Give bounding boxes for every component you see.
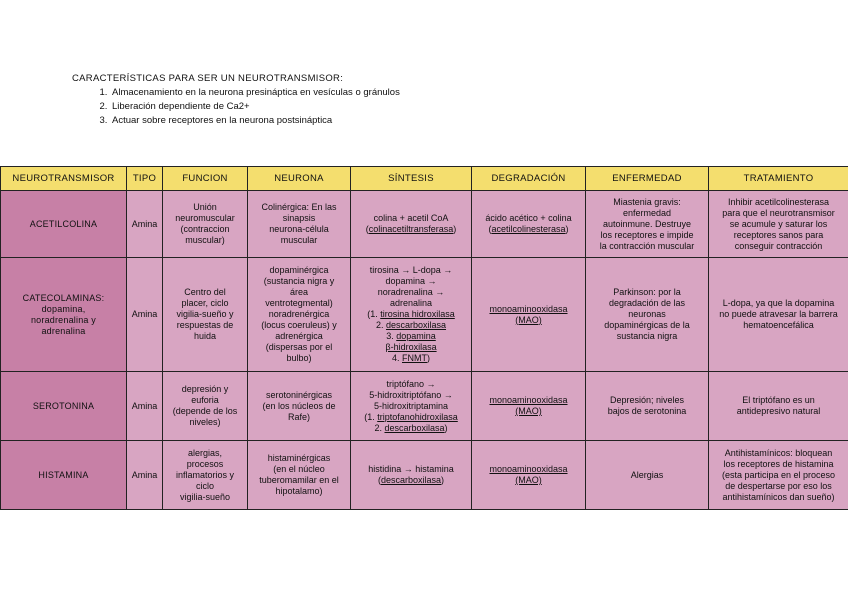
cell-line: (sustancia nigra y bbox=[263, 276, 335, 286]
neurotransmitter-cell bbox=[1, 372, 127, 441]
tipo-cell: Amina bbox=[127, 191, 163, 258]
neurotransmitter-cell bbox=[1, 441, 127, 510]
table-header-row bbox=[1, 167, 848, 191]
requirements-title: CARACTERÍSTICAS PARA SER UN NEUROTRANSMISOR: bbox=[72, 73, 344, 84]
cell-line: dopaminérgicas de la bbox=[604, 320, 690, 330]
enzyme-name: β-hidroxilasa bbox=[385, 342, 437, 352]
cell-line: bajos de serotonina bbox=[607, 406, 687, 416]
neurotransmitter-cell bbox=[1, 258, 127, 372]
cell-line: respuestas de bbox=[176, 320, 234, 330]
tipo-cell: Amina bbox=[127, 441, 163, 510]
cell-line: para que el neurotransmisor bbox=[722, 207, 835, 218]
enzyme-name: triptofanohidroxilasa bbox=[377, 411, 458, 422]
cell-line: Rafe) bbox=[287, 411, 310, 422]
cell-line: hematoencefálica bbox=[743, 320, 814, 330]
enzyme-line: (1. tirosina hidroxilasa bbox=[367, 309, 455, 319]
enzyme-name: descarboxilasa bbox=[380, 475, 442, 485]
cell-line: no puede atravesar la barrera bbox=[719, 309, 838, 319]
table-row bbox=[1, 258, 848, 372]
cell-line: placer, ciclo bbox=[181, 298, 229, 308]
enzyme-name: dopamina bbox=[396, 331, 436, 341]
cell-line: tirosina → L-dopa → bbox=[369, 265, 453, 275]
neurotransmitter-cell bbox=[1, 191, 127, 258]
enzyme-name: colinacetiltransferasa bbox=[368, 224, 454, 234]
cell-line: (locus coeruleus) y bbox=[261, 320, 337, 330]
cell-line: antihistamínicos dan sueño) bbox=[722, 491, 835, 502]
requirement-item: 2. Liberación dependiente de Ca2+ bbox=[110, 100, 400, 114]
tipo-cell: Amina bbox=[127, 372, 163, 441]
neurona-cell bbox=[248, 372, 351, 441]
enzyme-line: 2. descarboxilasa bbox=[375, 320, 447, 330]
cell-line: antidepresivo natural bbox=[736, 406, 821, 416]
column-header: ENFERMEDAD bbox=[586, 167, 709, 191]
table-row bbox=[1, 372, 848, 441]
cell-line: 5-hidroxitriptamina bbox=[373, 400, 449, 411]
cell-line: Inhibir acetilcolinesterasa bbox=[727, 196, 830, 207]
cell-line: Antihistamínicos: bloquean bbox=[724, 447, 833, 458]
cell-line: depresión y bbox=[181, 384, 229, 394]
cell-line: enfermedad bbox=[622, 207, 672, 218]
enzyme-line: (1. triptofanohidroxilasa bbox=[364, 411, 458, 422]
cell-line: Alergias bbox=[630, 469, 664, 480]
enzyme-line: 4. FNMT) bbox=[391, 353, 430, 363]
enfermedad-cell bbox=[586, 258, 709, 372]
degradacion-cell bbox=[472, 441, 586, 510]
requirements-list bbox=[72, 86, 400, 128]
cell-line: El triptófano es un bbox=[742, 395, 815, 405]
enzyme-name: descarboxilasa bbox=[384, 422, 445, 433]
cell-line: neuromuscular bbox=[175, 213, 235, 223]
enzyme-line: 3. dopamina bbox=[386, 331, 436, 341]
cell-line: L-dopa, ya que la dopamina bbox=[722, 298, 835, 308]
cell-line: neurona-célula bbox=[269, 224, 329, 234]
enzyme-name: monoaminooxidasa bbox=[489, 395, 568, 405]
neurona-cell bbox=[248, 258, 351, 372]
column-header: SÍNTESIS bbox=[351, 167, 472, 191]
cell-line: los receptores de histamina bbox=[723, 458, 834, 469]
cell-line: (contraccion bbox=[180, 224, 230, 234]
cell-line: neuronas bbox=[628, 309, 666, 319]
enzyme-name: monoaminooxidasa bbox=[489, 464, 568, 474]
cell-line: ACETILCOLINA bbox=[29, 218, 98, 229]
enzyme-line: 2. descarboxilasa) bbox=[374, 422, 448, 433]
cell-line: bulbo) bbox=[286, 353, 312, 363]
cell-line: vigilia-sueño bbox=[179, 491, 231, 502]
requirement-item: 1. Almacenamiento en la neurona presináptica en vesículas o gránulos bbox=[110, 86, 400, 100]
tratamiento-cell bbox=[709, 258, 848, 372]
cell-line: 5-hidroxitriptófano → bbox=[369, 389, 453, 400]
cell-line: adrenalina bbox=[389, 298, 433, 308]
neurotransmitter-table bbox=[0, 166, 848, 510]
cell-line: procesos bbox=[186, 458, 224, 469]
sintesis-cell bbox=[351, 372, 472, 441]
tratamiento-cell bbox=[709, 441, 848, 510]
cell-line: (esta participa en el proceso bbox=[721, 469, 836, 480]
cell-line: tuberomamilar en el bbox=[259, 475, 339, 485]
cell-line: receptores sanos para bbox=[733, 229, 824, 240]
table-row bbox=[1, 191, 848, 258]
enfermedad-cell bbox=[586, 372, 709, 441]
neurona-cell bbox=[248, 441, 351, 510]
cell-line: huida bbox=[193, 331, 217, 341]
enzyme-name: monoaminooxidasa bbox=[489, 303, 568, 314]
cell-line: noradrenalina y bbox=[30, 314, 97, 325]
cell-line: histidina → histamina bbox=[368, 464, 454, 474]
cell-line: SEROTONINA bbox=[32, 400, 95, 411]
tipo-cell: Amina bbox=[127, 258, 163, 372]
cell-line: (en el núcleo bbox=[273, 464, 325, 474]
cell-line: sustancia nigra bbox=[616, 331, 678, 341]
table-row bbox=[1, 441, 848, 510]
cell-line: triptófano → bbox=[386, 378, 436, 389]
enzyme-name: (MAO) bbox=[515, 314, 542, 325]
enzyme-line: (acetilcolinesterasa) bbox=[488, 224, 569, 234]
cell-line: los receptores e impide bbox=[600, 229, 694, 240]
sintesis-cell bbox=[351, 191, 472, 258]
cell-line: ciclo bbox=[195, 480, 214, 491]
cell-line: Depresión; niveles bbox=[609, 395, 685, 405]
cell-line: hipotalamo) bbox=[275, 486, 323, 496]
column-header: FUNCION bbox=[163, 167, 248, 191]
enzyme-name: FNMT bbox=[402, 353, 427, 363]
cell-line: dopamina → bbox=[385, 276, 437, 286]
cell-line: Parkinson: por la bbox=[613, 287, 681, 297]
cell-line: histaminérgicas bbox=[267, 453, 331, 463]
degradacion-cell bbox=[472, 258, 586, 372]
enfermedad-cell bbox=[586, 441, 709, 510]
cell-line: Colinérgica: En las bbox=[261, 202, 337, 212]
cell-line: dopamina, bbox=[41, 303, 86, 314]
enzyme-name: (MAO) bbox=[515, 406, 542, 416]
enzyme-line: (colinacetiltransferasa) bbox=[365, 224, 457, 234]
cell-line: la contracción muscular bbox=[599, 240, 695, 251]
cell-line: alergias, bbox=[187, 447, 223, 458]
cell-line: dopaminérgica bbox=[269, 265, 329, 275]
cell-line: área bbox=[289, 287, 308, 297]
cell-line: Centro del bbox=[184, 287, 226, 297]
cell-line: CATECOLAMINAS: bbox=[22, 292, 105, 303]
cell-line: degradación de las bbox=[608, 298, 686, 308]
funcion-cell bbox=[163, 441, 248, 510]
cell-line: HISTAMINA bbox=[38, 469, 89, 480]
cell-line: inflamatorios y bbox=[175, 469, 235, 480]
tratamiento-cell bbox=[709, 191, 848, 258]
column-header: TRATAMIENTO bbox=[709, 167, 848, 191]
cell-line: noradrenérgica bbox=[268, 309, 330, 319]
column-header: NEURONA bbox=[248, 167, 351, 191]
cell-line: niveles) bbox=[189, 417, 221, 427]
enzyme-name: acetilcolinesterasa bbox=[491, 224, 566, 234]
enzyme-name: descarboxilasa bbox=[385, 320, 447, 330]
degradacion-cell bbox=[472, 372, 586, 441]
cell-line: autoinmune. Destruye bbox=[602, 218, 692, 229]
cell-line: conseguir contracción bbox=[734, 240, 823, 251]
enzyme-name: (MAO) bbox=[515, 475, 542, 485]
degradacion-cell bbox=[472, 191, 586, 258]
funcion-cell bbox=[163, 372, 248, 441]
sintesis-cell bbox=[351, 441, 472, 510]
cell-line: adrenérgica bbox=[275, 331, 323, 341]
funcion-cell bbox=[163, 258, 248, 372]
requirement-item: 3. Actuar sobre receptores en la neurona postsináptica bbox=[110, 114, 400, 128]
requirements-header bbox=[72, 72, 400, 128]
cell-line: serotoninérgicas bbox=[265, 389, 333, 400]
cell-line: ácido acético + colina bbox=[485, 213, 572, 223]
column-header: TIPO bbox=[127, 167, 163, 191]
cell-line: sinapsis bbox=[282, 213, 316, 223]
cell-line: Unión bbox=[193, 202, 217, 212]
cell-line: noradrenalina → bbox=[377, 287, 445, 297]
enzyme-name: tirosina hidroxilasa bbox=[380, 309, 455, 319]
sintesis-cell bbox=[351, 258, 472, 372]
cell-line: ventrotegmental) bbox=[265, 298, 333, 308]
cell-line: colina + acetil CoA bbox=[373, 213, 449, 223]
funcion-cell bbox=[163, 191, 248, 258]
cell-line: vigilia-sueño y bbox=[176, 309, 234, 319]
cell-line: (en los núcleos de bbox=[262, 400, 336, 411]
column-header: DEGRADACIÓN bbox=[472, 167, 586, 191]
cell-line: muscular bbox=[280, 235, 318, 245]
enzyme-line: (descarboxilasa) bbox=[377, 475, 445, 485]
cell-line: adrenalina bbox=[41, 325, 86, 336]
cell-line: (depende de los bbox=[172, 406, 238, 416]
cell-line: se acumule y saturar los bbox=[729, 218, 828, 229]
cell-line: (dispersas por el bbox=[265, 342, 333, 352]
enfermedad-cell bbox=[586, 191, 709, 258]
cell-line: euforia bbox=[191, 395, 219, 405]
cell-line: Miastenia gravis: bbox=[613, 196, 681, 207]
neurona-cell bbox=[248, 191, 351, 258]
tratamiento-cell bbox=[709, 372, 848, 441]
enzyme-line bbox=[354, 342, 468, 353]
cell-line: muscular) bbox=[185, 235, 225, 245]
column-header: NEUROTRANSMISOR bbox=[1, 167, 127, 191]
cell-line: de despertarse por eso los bbox=[725, 480, 832, 491]
